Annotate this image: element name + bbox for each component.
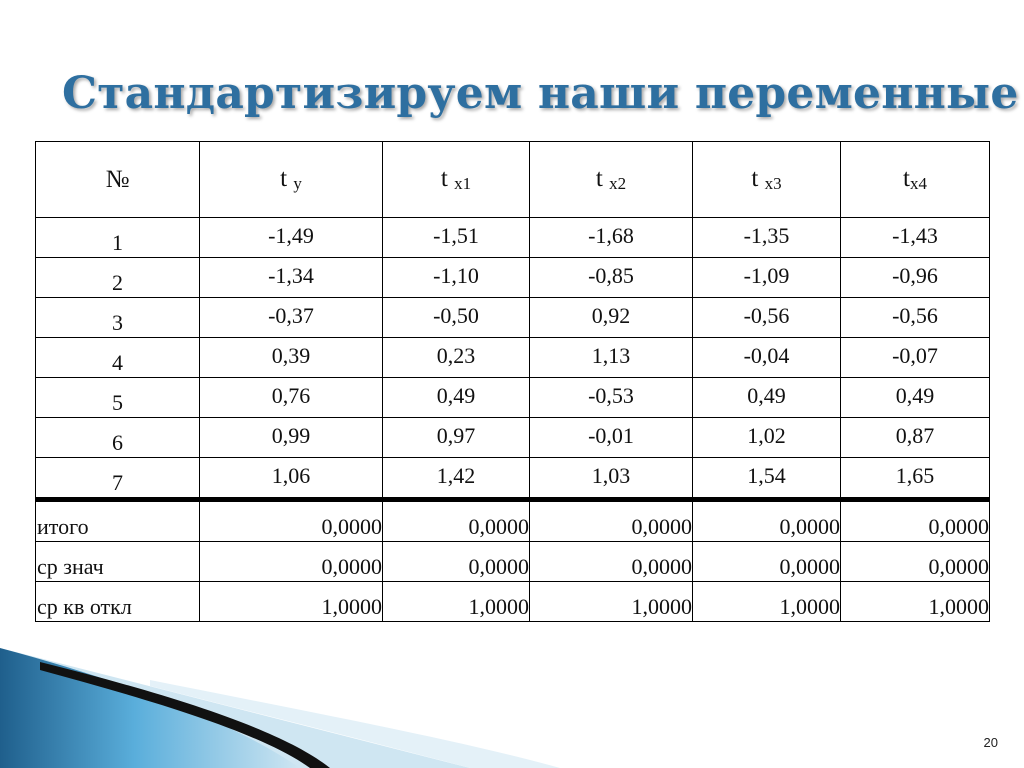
decorative-corner-wave (0, 640, 640, 768)
value-cell (841, 338, 990, 378)
header-cell-tx4 (841, 142, 990, 218)
summary-value-cell (693, 542, 841, 582)
value-cell (530, 218, 693, 258)
table-row (36, 458, 990, 500)
cell-value: 1,13 (591, 343, 631, 368)
summary-value-cell (200, 542, 383, 582)
table-row (36, 338, 990, 378)
row-number: 7 (112, 470, 123, 495)
cell-value: 0,97 (436, 423, 476, 448)
row-number-cell (36, 458, 200, 500)
cell-value: -1,49 (268, 223, 314, 248)
cell-value: 0,39 (271, 343, 311, 368)
table-row (36, 298, 990, 338)
cell-value: -0,56 (892, 303, 938, 328)
summary-value-cell (693, 582, 841, 622)
value-cell (530, 298, 693, 338)
value-cell (200, 458, 383, 500)
value-cell (200, 258, 383, 298)
table-row (36, 418, 990, 458)
header-main: № (105, 165, 130, 193)
value-cell (693, 458, 841, 500)
value-cell (530, 258, 693, 298)
summary-value-cell (693, 500, 841, 542)
summary-value: 0,0000 (631, 514, 692, 539)
value-cell (383, 298, 530, 338)
header-main: t (280, 165, 294, 192)
value-cell (200, 218, 383, 258)
cell-value: -1,51 (433, 223, 479, 248)
summary-value-cell (383, 500, 530, 542)
cell-value: 0,49 (436, 383, 476, 408)
table-row (36, 378, 990, 418)
value-cell (530, 418, 693, 458)
header-main: t (903, 165, 910, 192)
summary-value: 0,0000 (321, 514, 382, 539)
summary-value: 0,0000 (631, 554, 692, 579)
header-cell-number (36, 142, 200, 218)
value-cell (693, 338, 841, 378)
summary-value: 0,0000 (468, 554, 529, 579)
row-number: 6 (112, 430, 123, 455)
cell-value: 1,06 (271, 463, 311, 488)
summary-value-cell (200, 582, 383, 622)
row-number-cell (36, 218, 200, 258)
summary-value: 0,0000 (468, 514, 529, 539)
row-number: 2 (112, 270, 123, 295)
summary-value-cell (841, 582, 990, 622)
cell-value: -0,50 (433, 303, 479, 328)
cell-value: -1,10 (433, 263, 479, 288)
value-cell (200, 418, 383, 458)
cell-value: -0,56 (743, 303, 790, 328)
cell-value: -1,09 (743, 263, 790, 288)
summary-value: 1,0000 (321, 594, 382, 619)
cell-value: -0,96 (892, 263, 938, 288)
slide-title: Стандартизируем наши переменные (62, 68, 1019, 119)
cell-value: 1,03 (591, 463, 631, 488)
cell-value: -0,04 (743, 343, 790, 368)
cell-value: -1,34 (268, 263, 314, 288)
summary-value-cell (530, 582, 693, 622)
table-data-rows (36, 218, 990, 500)
value-cell (200, 298, 383, 338)
summary-value: 0,0000 (779, 554, 840, 579)
summary-value: 1,0000 (631, 594, 692, 619)
page-number: 20 (983, 735, 998, 750)
value-cell (383, 458, 530, 500)
cell-value: -1,68 (588, 223, 634, 248)
summary-row (36, 582, 990, 622)
cell-value: 0,23 (436, 343, 476, 368)
table-summary-rows (36, 500, 990, 622)
summary-value-cell (200, 500, 383, 542)
summary-value-cell (841, 542, 990, 582)
summary-value-cell (383, 582, 530, 622)
header-subscript: x2 (609, 174, 627, 193)
cell-value: 0,49 (747, 383, 786, 408)
summary-label-cell (36, 500, 200, 542)
value-cell (841, 218, 990, 258)
summary-label: ср знач (37, 554, 104, 579)
value-cell (383, 258, 530, 298)
summary-value-cell (530, 542, 693, 582)
row-number-cell (36, 298, 200, 338)
summary-value-cell (530, 500, 693, 542)
value-cell (841, 418, 990, 458)
summary-row (36, 500, 990, 542)
summary-value: 0,0000 (928, 554, 989, 579)
cell-value: -0,01 (588, 423, 634, 448)
value-cell (200, 378, 383, 418)
summary-label: итого (37, 514, 89, 539)
cell-value: -0,85 (588, 263, 634, 288)
value-cell (383, 378, 530, 418)
header-cell-tx1 (383, 142, 530, 218)
header-main: t (595, 165, 610, 192)
value-cell (383, 218, 530, 258)
cell-value: 1,54 (747, 463, 786, 488)
cell-value: 0,92 (591, 303, 631, 328)
header-subscript: x1 (454, 174, 472, 193)
value-cell (200, 338, 383, 378)
cell-value: -1,43 (892, 223, 938, 248)
value-cell (383, 338, 530, 378)
value-cell (841, 378, 990, 418)
header-main: t (440, 165, 455, 192)
row-number-cell (36, 378, 200, 418)
row-number: 5 (112, 390, 123, 415)
cell-value: 0,49 (895, 383, 935, 408)
table-header-row (36, 142, 990, 218)
table-row (36, 258, 990, 298)
summary-label-cell (36, 582, 200, 622)
row-number-cell (36, 338, 200, 378)
header-cell-ty (200, 142, 383, 218)
cell-value: -1,35 (743, 223, 790, 248)
header-subscript: y (293, 174, 302, 193)
value-cell (693, 298, 841, 338)
cell-value: 0,76 (271, 383, 311, 408)
summary-value-cell (841, 500, 990, 542)
header-main: t (751, 165, 765, 192)
header-subscript: x4 (909, 174, 927, 193)
row-number: 1 (112, 230, 123, 255)
row-number-cell (36, 258, 200, 298)
row-number-cell (36, 418, 200, 458)
cell-value: 1,42 (436, 463, 476, 488)
summary-row (36, 542, 990, 582)
value-cell (530, 378, 693, 418)
row-number: 4 (112, 350, 123, 375)
value-cell (693, 258, 841, 298)
value-cell (383, 418, 530, 458)
header-cell-tx3 (693, 142, 841, 218)
cell-value: -0,53 (588, 383, 634, 408)
header-subscript: x3 (764, 174, 782, 193)
summary-value: 0,0000 (779, 514, 840, 539)
cell-value: -0,37 (268, 303, 314, 328)
summary-label: ср кв откл (37, 594, 132, 619)
value-cell (841, 458, 990, 500)
summary-value: 0,0000 (321, 554, 382, 579)
cell-value: 0,99 (271, 423, 311, 448)
value-cell (693, 218, 841, 258)
summary-value: 0,0000 (928, 514, 989, 539)
summary-value-cell (383, 542, 530, 582)
value-cell (693, 378, 841, 418)
cell-value: 1,65 (895, 463, 935, 488)
cell-value: -0,07 (892, 343, 938, 368)
table-row (36, 218, 990, 258)
summary-label-cell (36, 542, 200, 582)
value-cell (530, 338, 693, 378)
value-cell (693, 418, 841, 458)
summary-value: 1,0000 (468, 594, 529, 619)
cell-value: 0,87 (895, 423, 935, 448)
summary-value: 1,0000 (779, 594, 840, 619)
value-cell (841, 258, 990, 298)
value-cell (841, 298, 990, 338)
standardized-variables-table (35, 141, 990, 622)
header-cell-tx2 (530, 142, 693, 218)
value-cell (530, 458, 693, 500)
row-number: 3 (112, 310, 123, 335)
cell-value: 1,02 (747, 423, 786, 448)
summary-value: 1,0000 (928, 594, 989, 619)
